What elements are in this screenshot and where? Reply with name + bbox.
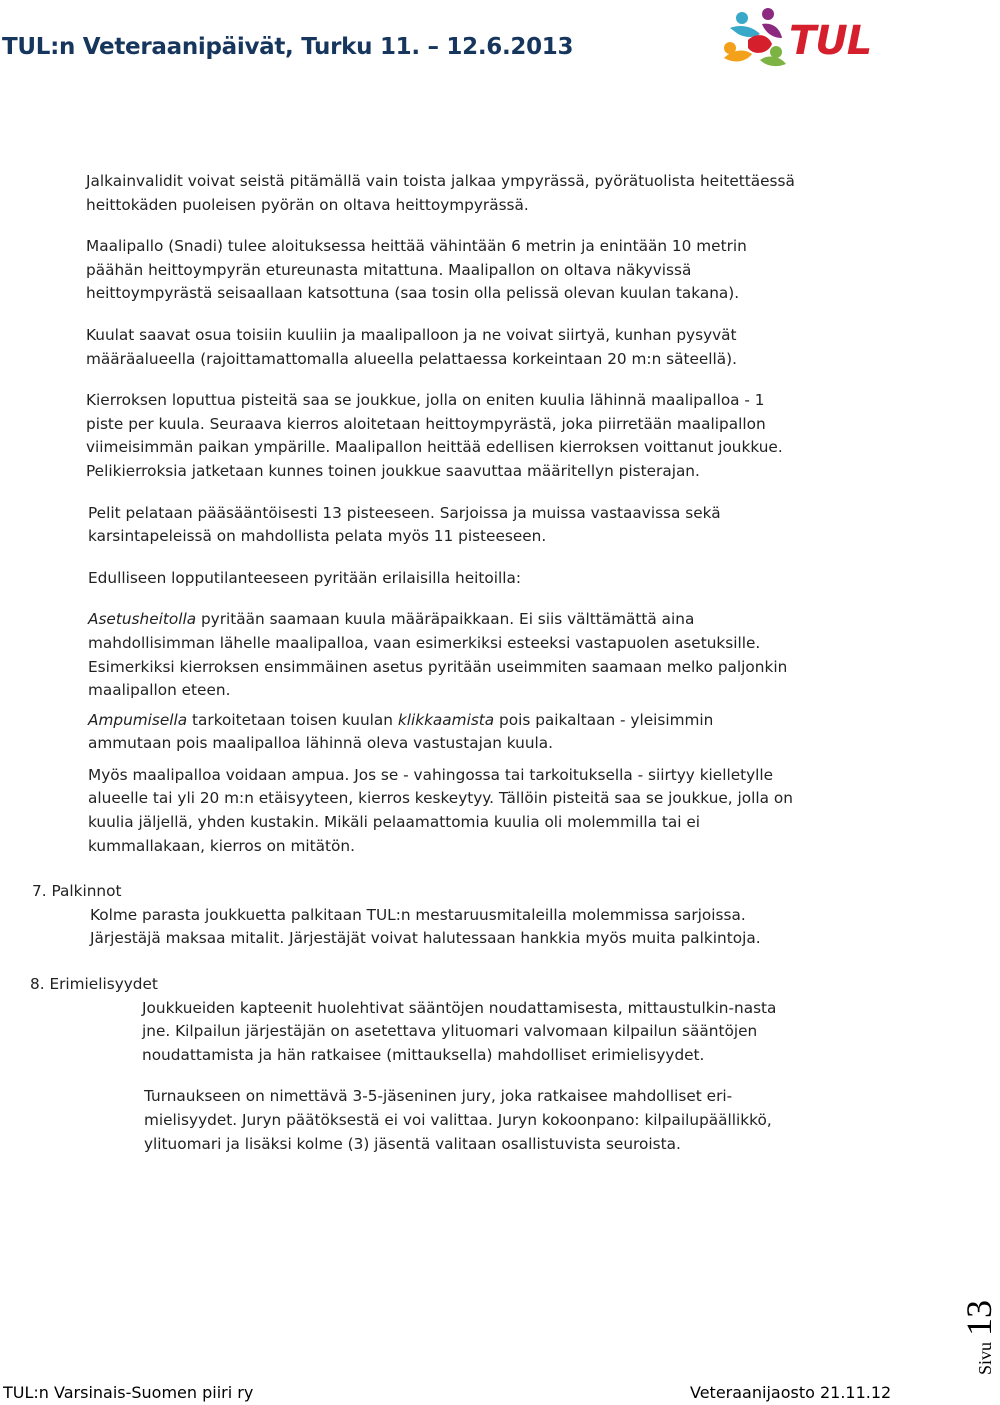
text-line: kummallakaan, kierros on mitätön. bbox=[88, 836, 355, 855]
text-fragment: tarkoitetaan toisen kuulan bbox=[187, 710, 398, 729]
paragraph-points-target bbox=[30, 502, 880, 549]
paragraph-target-ball bbox=[30, 235, 880, 306]
text-line: piste per kuula. Seuraava kierros aloitetaan heittoympyrästä, joka piirretään maalipallon bbox=[86, 414, 766, 433]
paragraph-target-ball-shot bbox=[30, 764, 880, 858]
text-line: Maalipallo (Snadi) tulee aloituksessa heittää vähintään 6 metrin ja enintään 10 metrin bbox=[86, 237, 747, 256]
logo-wordmark: TUL bbox=[789, 18, 872, 64]
text-line: mielisyydet. Juryn päätöksestä ei voi valittaa. Juryn kokoonpano: kilpailupäällikkö, bbox=[144, 1111, 772, 1129]
paragraph-shooting-throw bbox=[30, 709, 880, 756]
section-prizes bbox=[30, 880, 880, 951]
text-line: Pelit pelataan pääsääntöisesti 13 pisteeseen. Sarjoissa ja muissa vastaavissa sekä bbox=[88, 503, 721, 522]
text-line: Joukkueiden kapteenit huolehtivat sääntöjen noudattamisesta, mittaustulkin-nasta bbox=[142, 998, 777, 1017]
text-line: heittokäden puoleisen pyörän on oltava heittoympyrässä. bbox=[86, 195, 529, 214]
text-line: Pelikierroksia jatketaan kunnes toinen joukkue saavuttaa määritellyn pisterajan. bbox=[86, 461, 700, 480]
paragraph-round-scoring bbox=[30, 389, 880, 483]
page-number: 13 bbox=[959, 1299, 999, 1336]
text-line: Turnaukseen on nimettävä 3-5-jäseninen jury, joka ratkaisee mahdolliset eri- bbox=[144, 1087, 733, 1106]
text-line: Esimerkiksi kierroksen ensimmäinen asetus pyritään useimmiten saamaan melko paljonkin bbox=[88, 657, 788, 676]
text-line: ylituomari ja lisäksi kolme (3) jäsentä valitaan osallistuvista seuroista. bbox=[144, 1134, 681, 1153]
text-line bbox=[88, 608, 880, 632]
document-title: TUL:n Veteraanipäivät, Turku 11. – 12.6.2013 bbox=[2, 34, 574, 60]
section-heading-prizes: 7. Palkinnot bbox=[32, 882, 122, 901]
text-line: Kierroksen loputtua pisteitä saa se joukkue, jolla on eniten kuulia lähinnä maalipalloa - 1 bbox=[86, 391, 765, 410]
text-line: Jalkainvalidit voivat seistä pitämällä vain toista jalkaa ympyrässä, pyörätuolista heitettäessä bbox=[86, 172, 795, 190]
text-line: noudattamista ja hän ratkaisee (mittauksella) mahdolliset erimielisyydet. bbox=[142, 1045, 705, 1064]
text-line: Myös maalipalloa voidaan ampua. Jos se - vahingossa tai tarkoituksella - siirtyy kielletylle bbox=[88, 765, 774, 784]
text-fragment: pois paikaltaan - yleisimmin bbox=[494, 710, 714, 729]
term-ampuminen: Ampumisella bbox=[88, 710, 188, 729]
text-line: jne. Kilpailun järjestäjän on asetettava ylituomari valvomaan kilpailun sääntöjen bbox=[142, 1022, 758, 1041]
text-line: viimeisimmän paikan ympärille. Maalipallon heittää edellisen kierroksen voittanut joukkue. bbox=[86, 438, 783, 457]
term-asetusheitto: Asetusheitolla bbox=[88, 610, 197, 629]
text-line: heittoympyrästä seisaallaan katsottuna (saa tosin olla pelissä olevan kuulan takana). bbox=[86, 284, 740, 303]
text-line: Järjestäjä maksaa mitalit. Järjestäjät voivat halutessaan hankkia myös muita palkintoja. bbox=[90, 929, 761, 948]
text-line: maalipallon eteen. bbox=[88, 681, 231, 700]
page-number-vertical bbox=[958, 1300, 1000, 1375]
text-line: karsintapeleissä on mahdollista pelata myös 11 pisteeseen. bbox=[88, 527, 547, 546]
text-line: mahdollisimman lähelle maalipalloa, vaan esimerkiksi esteeksi vastapuolen asetuksille. bbox=[88, 633, 761, 652]
text-line: ammutaan pois maalipalloa lähinnä oleva vastustajan kuula. bbox=[88, 734, 554, 753]
paragraph-placement-throw bbox=[30, 608, 880, 702]
paragraph-throw-types-intro bbox=[30, 567, 880, 591]
scanned-rules-text bbox=[30, 170, 880, 1156]
text-line: alueelle tai yli 20 m:n etäisyyteen, kierros keskeytyy. Tällöin pisteitä saa se joukkue, jolla on bbox=[88, 789, 793, 808]
footer-date: Veteraanijaosto 21.11.12 bbox=[690, 1383, 892, 1402]
text-line: määräalueella (rajoittamattomalla alueella pelattaessa korkeintaan 20 m:n säteellä). bbox=[86, 349, 738, 368]
text-line: päähän heittoympyrän etureunasta mitattuna. Maalipallon on oltava näkyvissä bbox=[86, 260, 692, 279]
text-line: Kuulat saavat osua toisiin kuuliin ja maalipalloon ja ne voivat siirtyä, kunhan pysyvät bbox=[86, 325, 737, 344]
page-label: Sivu bbox=[975, 1341, 995, 1375]
section-disputes bbox=[30, 973, 880, 1067]
text-line bbox=[88, 709, 880, 733]
term-klikkaaminen: klikkaamista bbox=[397, 710, 495, 729]
paragraph-invalid-players bbox=[30, 170, 880, 217]
section-heading-disputes: 8. Erimielisyydet bbox=[30, 975, 158, 994]
paragraph-balls-contact bbox=[30, 324, 880, 371]
text-line: kuulia jäljellä, yhden kustakin. Mikäli pelaamattomia kuulia oli molemmilla tai ei bbox=[88, 813, 701, 832]
text-fragment: pyritään saamaan kuula määräpaikkaan. Ei siis välttämättä aina bbox=[196, 610, 695, 629]
text-line: Edulliseen lopputilanteeseen pyritään erilaisilla heitoilla: bbox=[88, 568, 522, 587]
text-line: Kolme parasta joukkuetta palkitaan TUL:n mestaruusmitaleilla molemmissa sarjoissa. bbox=[90, 905, 746, 924]
footer-organization: TUL:n Varsinais-Suomen piiri ry bbox=[3, 1383, 254, 1402]
paragraph-jury bbox=[30, 1085, 880, 1156]
